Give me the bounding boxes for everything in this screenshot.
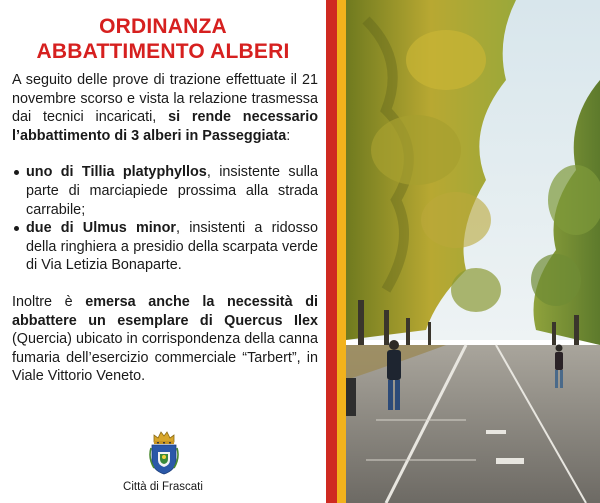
city-name: Città di Frascati xyxy=(123,481,203,493)
tree-description: , insistente sulla parte di marciapiede prossima alla strada carrabile; xyxy=(26,164,318,218)
frascati-coat-of-arms-icon xyxy=(148,430,180,476)
intro-text-2: : xyxy=(286,127,291,144)
list-item xyxy=(26,163,318,219)
tree-species: due di Ulmus minor xyxy=(26,220,176,237)
list-item xyxy=(26,219,318,275)
page-title xyxy=(0,14,326,64)
tree-species: uno di Tillia platyphyllos xyxy=(26,164,207,181)
tree-description: , insistenti a ridosso della ringhiera a presidio della scarpata verde di Via Letizia Bonaparte. xyxy=(26,220,319,274)
gold-divider-stripe xyxy=(337,0,346,503)
title-line-2: ABBATTIMENTO ALBERI xyxy=(36,40,290,63)
red-divider-stripe xyxy=(326,0,337,503)
intro-bold: si rende necessario l’abbattimento di 3 alberi in Passeggiata xyxy=(12,109,318,144)
notice-body xyxy=(12,71,318,386)
intro-text-1: A seguito delle prove di trazione effettuate il 21 novembre scorso e vista la relazione trasmessa dai tecnici incaricati, xyxy=(12,72,318,126)
intro-paragraph xyxy=(12,71,318,145)
title-line-1: ORDINANZA xyxy=(99,15,227,38)
avenue-photo xyxy=(346,0,600,503)
closing-bold: emersa anche la necessità di abbattere un esemplare di Quercus Ilex xyxy=(12,293,318,329)
closing-text-1: Inoltre è xyxy=(12,293,86,310)
closing-paragraph xyxy=(12,293,318,386)
trees-list xyxy=(12,163,318,275)
closing-text-2: (Quercia) ubicato in corrispondenza della canna fumaria dell’esercizio commerciale “Tarbert”, in Viale Vittorio Veneto. xyxy=(12,331,318,385)
